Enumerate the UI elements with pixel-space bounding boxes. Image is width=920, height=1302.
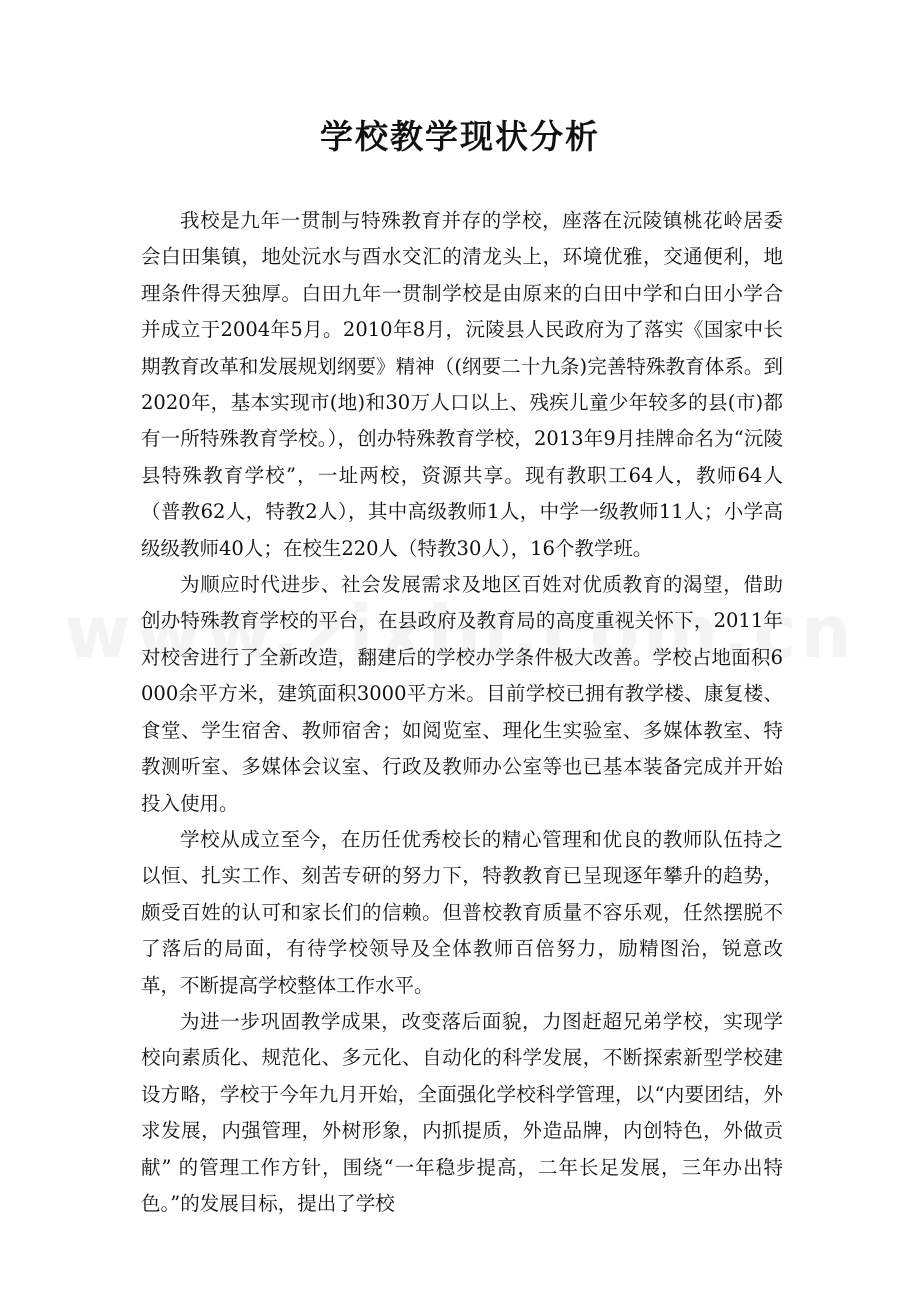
paragraph-facilities: 为顺应时代进步、社会发展需求及地区百姓对优质教育的渴望，借助创办特殊教育学校的平台，在县政府及教育局的高度重视关怀下，2011年对校舍进行了全新改造，翻建后的学校办学条件极大改善。学校占地面积6000余平方米，建筑面积3000平方米。目前学校已拥有教学楼、康复楼、食堂、学生宿舍、教师宿舍；如阅览室、理化生实验室、多媒体教室、特教测听室、多媒体会议室、行政及教师办公室等也已基本装备完成并开始投入使用。 bbox=[141, 573, 783, 815]
document-body bbox=[141, 203, 783, 1222]
paragraph-school-overview: 我校是九年一贯制与特殊教育并存的学校，座落在沅陵镇桃花岭居委会白田集镇，地处沅水与酉水交汇的清龙头上，环境优雅，交通便利，地理条件得天独厚。白田九年一贯制学校是由原来的白田中学和白田小学合并成立于2004年5月。2010年8月，沅陵县人民政府为了落实《国家中长期教育改革和发展规划纲要》精神（(纲要二十九条)完善特殊教育体系。到2020年，基本实现市(地)和30万人口以上、残疾儿童少年较多的县(市)都有一所特殊教育学校。），创办特殊教育学校，2013年9月挂牌命名为“沅陵县特殊教育学校”，一址两校，资源共享。现有教职工64人，教师64人（普教62人，特教2人），其中高级教师1人，中学一级教师11人；小学高级级教师40人；在校生220人（特教30人），16个教学班。 bbox=[141, 209, 783, 560]
paragraph-goals: 为进一步巩固教学成果，改变落后面貌，力图赶超兄弟学校，实现学校向素质化、规范化、多元化、自动化的科学发展，不断探索新型学校建设方略，学校于今年九月开始，全面强化学校科学管理，以“内要团结，外求发展，内强管理，外树形象，内抓提质，外造品牌，内创特色，外做贡献” 的管理工作方针，围绕“一年稳步提高，二年长足发展，三年办出特色。”的发展目标，提出了学校 bbox=[141, 1009, 783, 1215]
document-title: 学校教学现状分析 bbox=[320, 117, 600, 156]
paragraph-achievements: 学校从成立至今，在历任优秀校长的精心管理和优良的教师队伍持之以恒、扎实工作、刻苦专研的努力下，特教教育已呈现逐年攀升的趋势，颇受百姓的认可和家长们的信赖。但普校教育质量不容乐观，任然摆脱不了落后的局面，有待学校领导及全体教师百倍努力，励精图治，锐意改革，不断提高学校整体工作水平。 bbox=[141, 827, 783, 997]
